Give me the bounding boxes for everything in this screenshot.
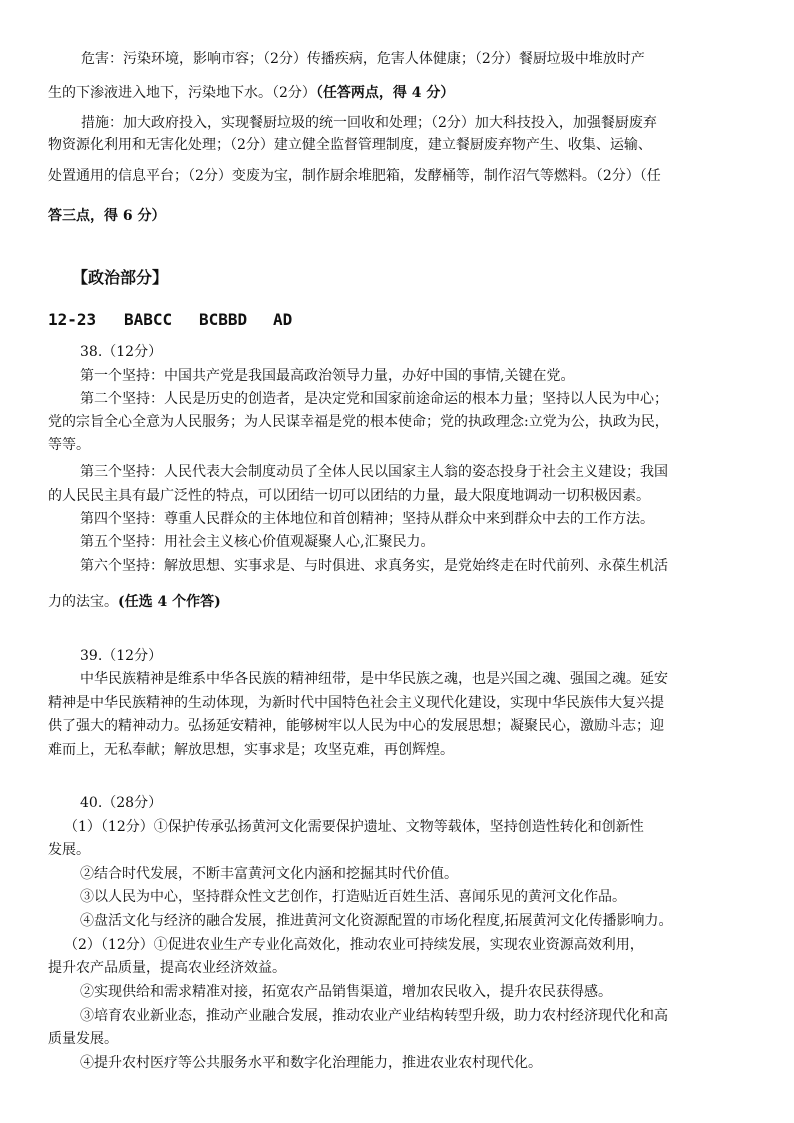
- politics-heading: 【政治部分】: [72, 268, 169, 287]
- q38-line-1: 第一个坚持：中国共产党是我国最高政治领导力量，办好中国的事情,关键在党。: [80, 368, 575, 384]
- harm-text: 生的下渗液进入地下，污染地下水。（2分）: [48, 85, 316, 101]
- q38-scoring-note: (任选 4 个作答): [118, 594, 221, 610]
- q39-line-3: 供了强大的精神动力。弘扬延安精神，能够树牢以人民为中心的发展思想；凝聚民心，激励斗志；迎: [48, 718, 664, 734]
- q40-part1-line-4: ③以人民为中心，坚持群众性文艺创作，打造贴近百姓生活、喜闻乐见的黄河文化作品。: [80, 889, 626, 905]
- q40-part2-line-2: 提升农产品质量，提高农业经济效益。: [48, 960, 286, 976]
- measures-line-3: 处置通用的信息平台；（2分）变废为宝，制作厨余堆肥箱，发酵桶等，制作沼气等燃料。（2分）（任: [48, 168, 661, 184]
- q39-line-1: 中华民族精神是维系中华各民族的精神纽带，是中华民族之魂，也是兴国之魂、强国之魂。延安: [80, 671, 668, 687]
- q40-part2-line-1: （2）（12分）①促进农业生产专业化高效化，推动农业可持续发展，实现农业资源高效利用，: [64, 937, 644, 953]
- q40-part1-line-3: ②结合时代发展，不断丰富黄河文化内涵和挖掘其时代价值。: [80, 866, 458, 882]
- q40-header: 40.（28分）: [80, 795, 163, 811]
- q38-line-6: 的人民民主具有最广泛性的特点，可以团结一切可以团结的力量，最大限度地调动一切积极因素。: [48, 488, 650, 504]
- q40-part2-line-6: ④提升农村医疗等公共服务水平和数字化治理能力，推进农业农村现代化。: [80, 1055, 542, 1071]
- q40-part1-line-2: 发展。: [48, 842, 90, 858]
- q38-text: 力的法宝。: [48, 594, 118, 610]
- choice-group-1: BABCC: [124, 310, 173, 329]
- q39-header: 39.（12分）: [80, 648, 163, 664]
- q38-line-5: 第三个坚持：人民代表大会制度动员了全体人民以国家主人翁的姿态投身于社会主义建设；我国: [80, 464, 668, 480]
- choice-group-3: AD: [273, 310, 293, 329]
- q38-line-8: 第五个坚持：用社会主义核心价值观凝聚人心,汇聚民力。: [80, 534, 435, 550]
- choice-group-2: BCBBD: [199, 310, 248, 329]
- q38-line-2: 第二个坚持：人民是历史的创造者，是决定党和国家前途命运的根本力量；坚持以人民为中心；: [80, 391, 668, 407]
- q40-part2-line-5: 质量发展。: [48, 1031, 118, 1047]
- q38-line-3: 党的宗旨全心全意为人民服务；为人民谋幸福是党的根本使命；党的执政理念:立党为公，执政为民，: [48, 414, 669, 430]
- choice-range: 12-23: [48, 310, 97, 329]
- q38-line-9: 第六个坚持：解放思想、实事求是、与时俱进、求真务实，是党始终走在时代前列、永葆生机活: [80, 558, 668, 574]
- q38-line-7: 第四个坚持：尊重人民群众的主体地位和首创精神；坚持从群众中来到群众中去的工作方法。: [80, 511, 654, 527]
- q39-line-4: 难而上，无私奉献；解放思想，实事求是；攻坚克难，再创辉煌。: [48, 742, 454, 758]
- harm-line-2: [48, 84, 454, 102]
- measures-line-2: 物资源化利用和无害化处理；（2分）建立健全监督管理制度，建立餐厨废弃物产生、收集、运输、: [48, 137, 652, 153]
- q40-part2-line-4: ③培育农业新业态，推动产业融合发展，推动农业产业结构转型升级，助力农村经济现代化和高: [80, 1008, 668, 1024]
- q40-part2-line-3: ②实现供给和需求精准对接，拓宽农产品销售渠道，增加农民收入，提升农民获得感。: [80, 984, 612, 1000]
- q40-part1-line-5: ④盘活文化与经济的融合发展，推进黄河文化资源配置的市场化程度,拓展黄河文化传播影响力。: [80, 913, 673, 929]
- q40-part1-line-1: （1）（12分）①保护传承弘扬黄河文化需要保护遗址、文物等载体，坚持创造性转化和创新性: [64, 819, 644, 835]
- q38-header: 38.（12分）: [80, 344, 163, 360]
- q38-line-10: [48, 593, 221, 611]
- harm-line-1: 危害：污染环境，影响市容；（2分）传播疾病，危害人体健康；（2分）餐厨垃圾中堆放时产: [81, 51, 645, 67]
- measures-scoring-note: 答三点，得 6 分）: [48, 208, 166, 224]
- q39-line-2: 精神是中华民族精神的生动体现，为新时代中国特色社会主义现代化建设，实现中华民族伟大复兴提: [48, 695, 664, 711]
- q38-line-4: 等等。: [48, 437, 90, 453]
- measures-line-1: 措施：加大政府投入，实现餐厨垃圾的统一回收和处理；（2分）加大科技投入，加强餐厨废弃: [81, 115, 657, 131]
- harm-scoring-note: （任答两点，得 4 分）: [315, 85, 455, 101]
